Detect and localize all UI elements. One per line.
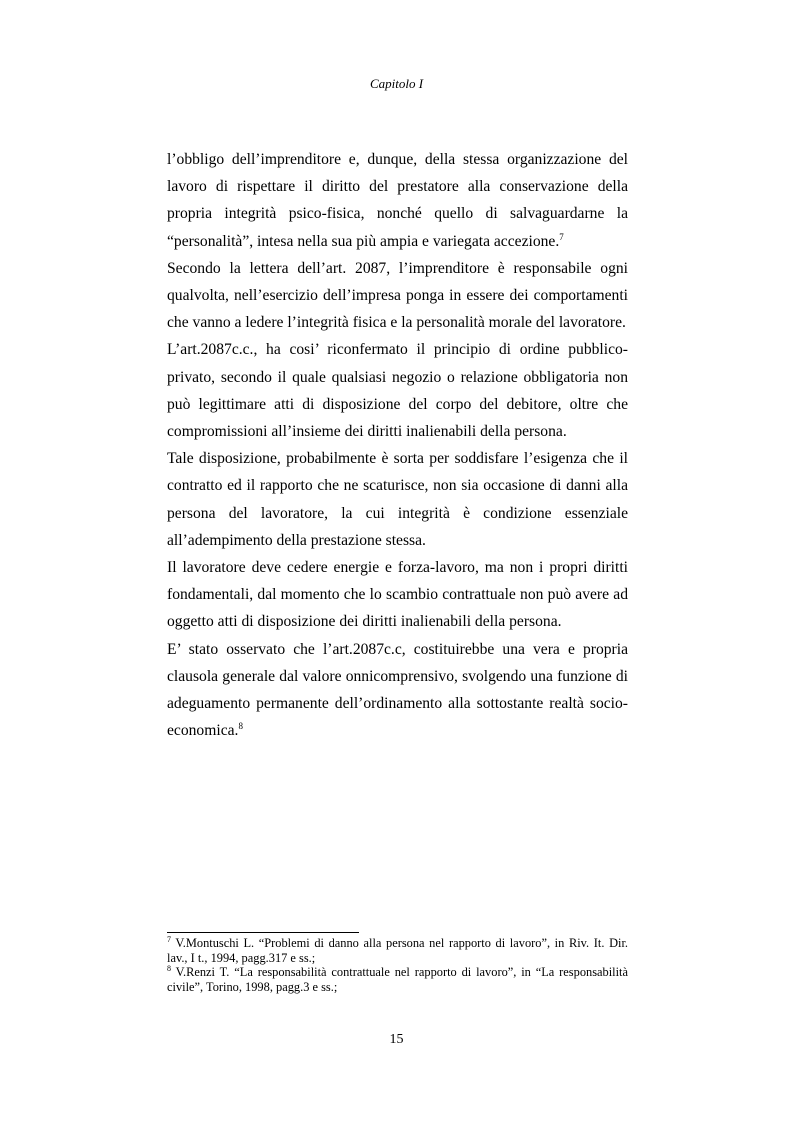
paragraph: l’obbligo dell’imprenditore e, dunque, della stessa organizzazione del lavoro di rispettare il diritto del prestatore alla conservazione della propria integrità psico-fisica, nonché quello di salvaguardarne la “personalità”, intesa nella sua più ampia e variegata accezione.$^7$ <box>167 151 628 250</box>
running-header: Capitolo I <box>369 76 424 91</box>
page-number: 15 <box>389 1032 404 1047</box>
footnote-reference: 7 <box>559 231 564 242</box>
body-text <box>167 146 628 744</box>
footnotes <box>167 936 628 994</box>
paragraph: E’ stato osservato che l’art.2087c.c, costituirebbe una vera e propria clausola generale dal valore onnicomprensivo, svolgendo una funzione di adeguamento permanente dell’ordinamento alla sottostante realtà socio-economica.$^8$ <box>167 640 628 740</box>
paragraph: L’art.2087c.c., ha cosi’ riconfermato il principio di ordine pubblico-privato, secondo il quale qualsiasi negozio o relazione obbligatoria non può legittimare atti di disposizione del corpo del debitore, oltre che compromissioni all’insieme dei diritti inalienabili della persona. <box>167 341 628 441</box>
footnote-separator <box>167 932 359 933</box>
footnote-number: 8 <box>167 964 171 974</box>
footnote: $^7$ V.Montuschi L. “Problemi di danno alla persona nel rapporto di lavoro”, in Riv. It. Dir. lav., I t., 1994, pagg.317 e ss.; <box>167 934 628 965</box>
paragraph: Secondo la lettera dell’art. 2087, l’imprenditore è responsabile ogni qualvolta, nell’esercizio dell’impresa ponga in essere dei comportamenti che vanno a ledere l’integrità fisica e la personalità morale del lavoratore. <box>167 259 628 332</box>
footnote: $^8$ V.Renzi T. “La responsabilità contrattuale nel rapporto di lavoro”, in “La responsabilità civile”, Torino, 1998, pagg.3 e ss.; <box>167 964 628 994</box>
paragraph: Il lavoratore deve cedere energie e forza-lavoro, ma non i propri diritti fondamentali, dal momento che lo scambio contrattuale non può avere ad oggetto atti di disposizione dei diritti inalienabili della persona. <box>167 559 628 631</box>
paragraph: Tale disposizione, probabilmente è sorta per soddisfare l’esigenza che il contratto ed il rapporto che ne scaturisce, non sia occasione di danni alla persona del lavoratore, la cui integrità è condizione essenziale all’adempimento della prestazione stessa. <box>167 450 628 549</box>
footnote-reference: 8 <box>238 721 243 732</box>
footnote-number: 7 <box>167 934 171 944</box>
